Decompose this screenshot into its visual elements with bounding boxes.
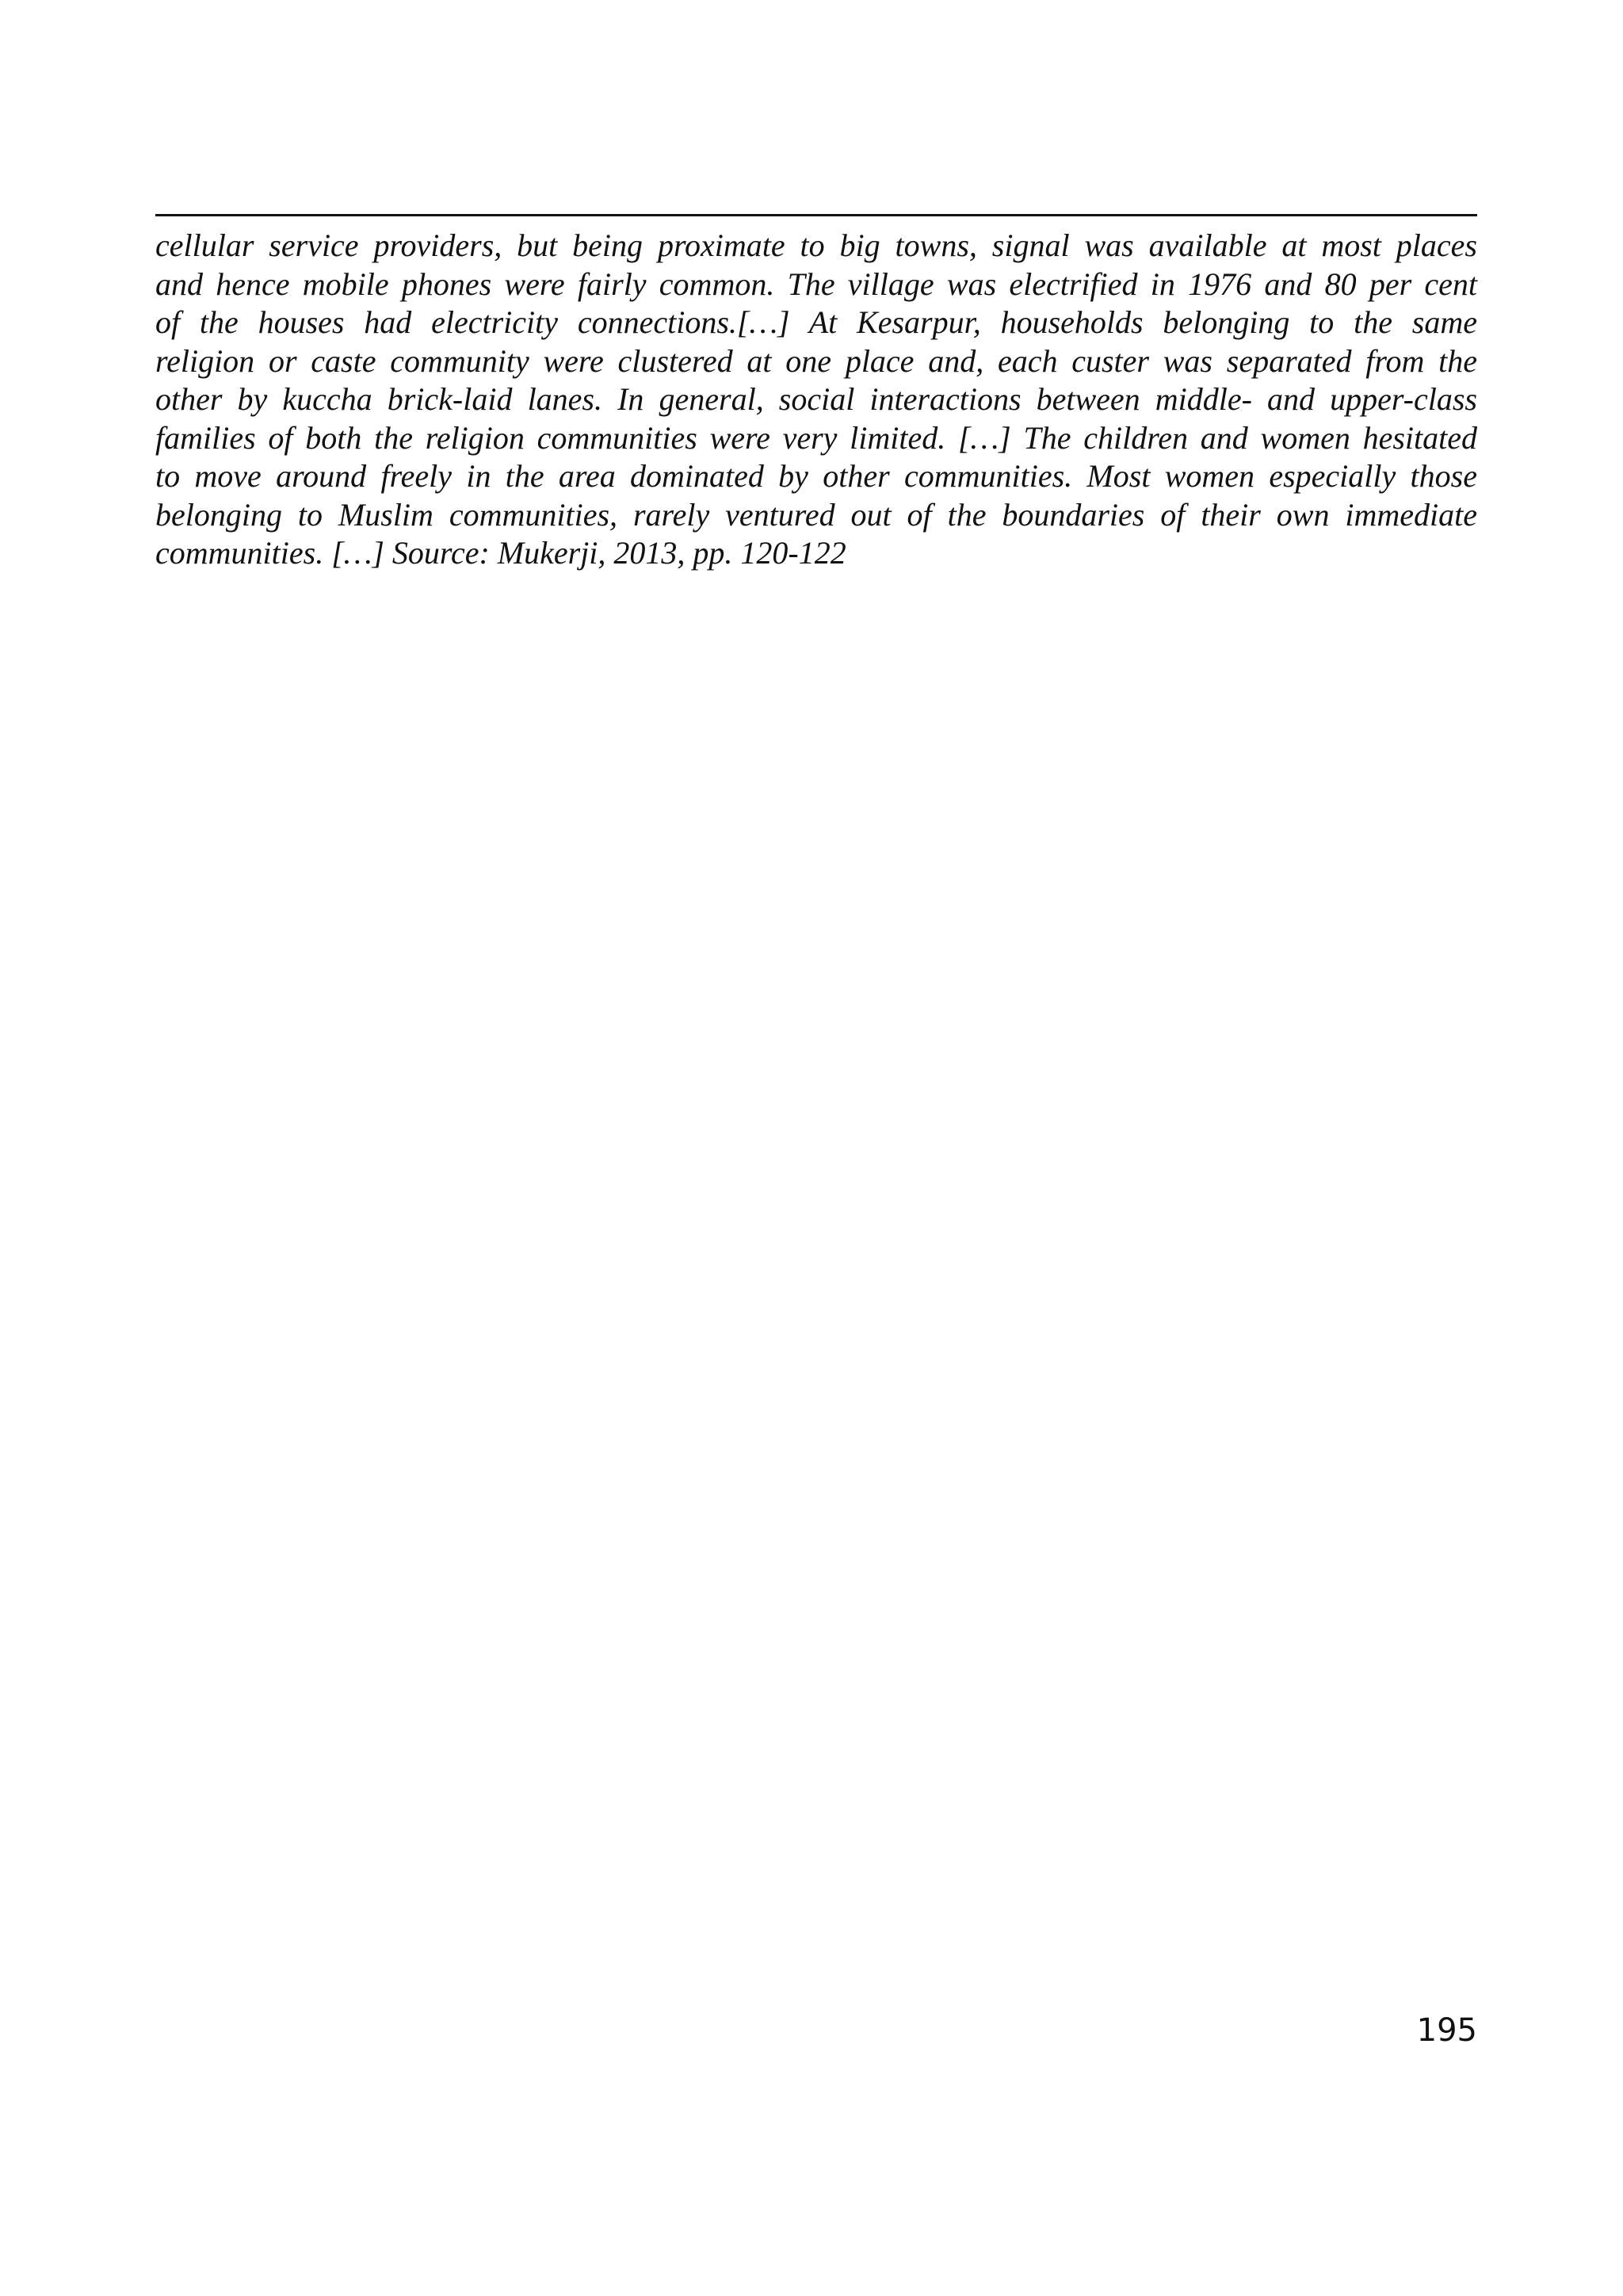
passage-line: and hence mobile phones were fairly common. The village was electrified in 1976 and 80 per cent bbox=[155, 266, 1477, 302]
passage-line: cellular service providers, but being proximate to big towns, signal was available at most places bbox=[155, 227, 1477, 263]
page-number: 195 bbox=[1416, 2012, 1477, 2049]
passage-line: other by kuccha brick-laid lanes. In general, social interactions between middle- and upper-class bbox=[155, 381, 1477, 417]
passage-line: of the houses had electricity connections.[…] At Kesarpur, households belonging to the same bbox=[155, 304, 1477, 340]
quoted-passage bbox=[155, 227, 1477, 573]
passage-line: to move around freely in the area dominated by other communities. Most women especially those bbox=[155, 458, 1477, 494]
passage-line: communities. […] Source: Mukerji, 2013, pp. 120-122 bbox=[155, 535, 846, 571]
passage-line: families of both the religion communities were very limited. […] The children and women hesitated bbox=[155, 419, 1477, 456]
passage-line: belonging to Muslim communities, rarely ventured out of the boundaries of their own immediate bbox=[155, 496, 1477, 533]
passage-line: religion or caste community were clustered at one place and, each custer was separated from the bbox=[155, 342, 1477, 379]
top-rule bbox=[155, 214, 1477, 216]
